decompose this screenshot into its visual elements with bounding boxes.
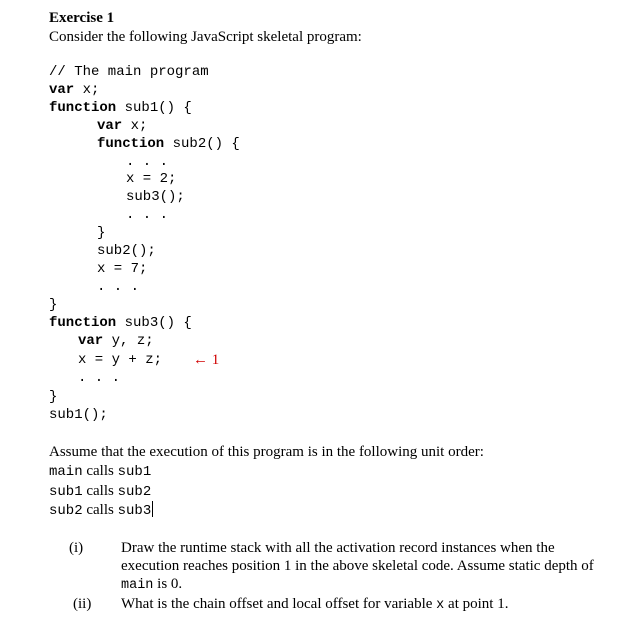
code-var-x-sub1 <box>97 117 147 135</box>
unit-name: main <box>49 464 83 480</box>
unit-name: sub1 <box>117 464 152 480</box>
code-close-brace-sub1: } <box>49 297 58 313</box>
unit-name: sub2 <box>49 503 83 519</box>
order-verb: calls <box>82 463 118 479</box>
code-assign-x-2: x = 2; <box>126 171 177 187</box>
question-code: main <box>121 578 154 593</box>
question-1-text <box>121 539 611 595</box>
code-assign-x-7: x = 7; <box>97 261 148 277</box>
text-cursor <box>152 501 153 517</box>
order-line-1 <box>49 461 151 481</box>
unit-name: sub1 <box>49 484 83 500</box>
code-comment: // The main program <box>49 64 209 80</box>
code-text: y, z; <box>103 333 154 349</box>
code-function-sub3 <box>49 314 192 332</box>
code-close-brace-sub2: } <box>97 225 106 241</box>
code-var-y-z <box>78 332 154 350</box>
code-close-brace-sub3: } <box>49 389 58 405</box>
exercise-title: Exercise 1 <box>49 10 115 26</box>
code-ellipsis: . . . <box>78 370 121 386</box>
order-line-2 <box>49 481 151 501</box>
question-1-label: (i) <box>69 540 84 556</box>
question-text: is 0. <box>153 576 183 592</box>
unit-name: sub3 <box>117 503 152 519</box>
question-text: at point 1. <box>444 596 509 612</box>
code-text: x; <box>74 82 100 98</box>
code-text: sub2() { <box>164 136 240 152</box>
question-code: x <box>436 598 445 613</box>
order-line-3 <box>49 500 153 520</box>
code-function-sub2 <box>97 135 240 153</box>
execution-order-intro: Assume that the execution of this program is in the following unit order: <box>49 444 484 460</box>
exercise-intro: Consider the following JavaScript skeletal program: <box>49 29 362 45</box>
position-1-marker: ← 1 <box>193 352 220 368</box>
question-2-label: (ii) <box>73 596 92 612</box>
code-ellipsis: . . . <box>126 154 169 170</box>
keyword-function: function <box>97 136 165 152</box>
keyword-var: var <box>97 118 123 134</box>
question-text: What is the chain offset and local offset for variable <box>121 596 437 612</box>
code-ellipsis: . . . <box>97 279 140 295</box>
unit-name: sub2 <box>117 484 152 500</box>
order-verb: calls <box>82 502 118 518</box>
code-call-sub2: sub2(); <box>97 243 156 259</box>
code-var-x-main <box>49 81 99 99</box>
code-call-sub3: sub3(); <box>126 189 185 205</box>
keyword-var: var <box>49 82 75 98</box>
order-verb: calls <box>82 483 118 499</box>
code-function-sub1 <box>49 99 192 117</box>
code-text: sub1() { <box>116 100 192 116</box>
keyword-function: function <box>49 315 117 331</box>
code-assign-x-y-z: x = y + z; <box>78 352 163 368</box>
code-text: x; <box>122 118 148 134</box>
question-2-text <box>121 595 611 615</box>
question-text: Draw the runtime stack with all the activation record instances when the execution reaches position 1 in the above skeletal code. Assume static depth of <box>121 540 594 574</box>
keyword-function: function <box>49 100 117 116</box>
code-text: sub3() { <box>116 315 192 331</box>
code-ellipsis: . . . <box>126 207 169 223</box>
keyword-var: var <box>78 333 104 349</box>
code-call-sub1: sub1(); <box>49 407 108 423</box>
